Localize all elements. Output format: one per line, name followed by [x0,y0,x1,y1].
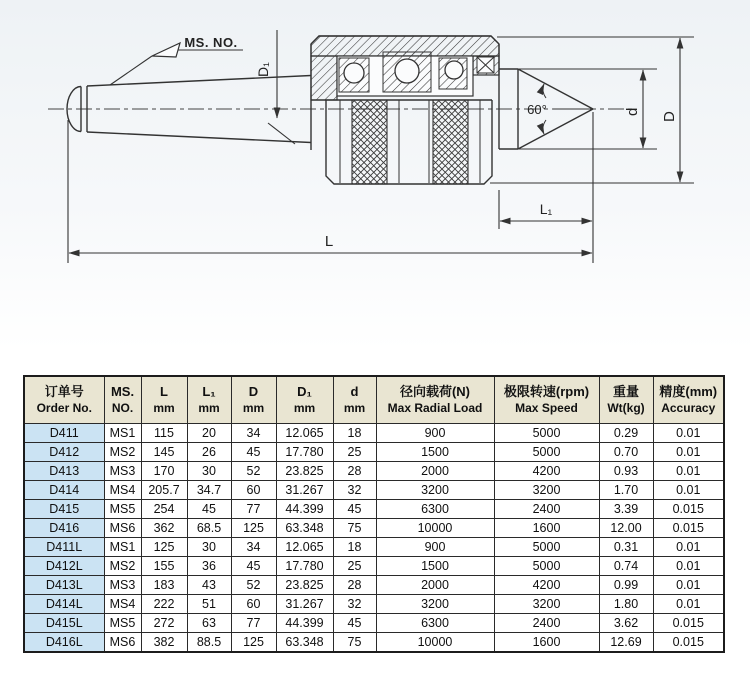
data-cell: 1.80 [599,595,653,614]
data-cell: 900 [376,424,494,443]
data-cell: 125 [231,633,276,653]
data-cell: 1600 [494,633,599,653]
col-header-line1: L [160,384,168,400]
col-header-line1: 极限转速(rpm) [503,384,590,400]
data-cell: 2400 [494,500,599,519]
data-cell: 0.01 [653,576,724,595]
table-row [24,538,724,557]
data-cell: 31.267 [276,481,333,500]
data-cell: 3200 [376,595,494,614]
data-cell: 3200 [376,481,494,500]
data-cell: 0.01 [653,481,724,500]
col-header-line1: MS. [110,384,135,400]
col-header-line2: mm [242,400,265,415]
data-cell: 5000 [494,443,599,462]
order-no-cell: D411L [24,538,104,557]
l1-label: L₁ [539,201,553,217]
data-cell: MS1 [104,424,141,443]
data-cell: 23.825 [276,462,333,481]
data-cell: 4200 [494,576,599,595]
data-cell: 34 [231,424,276,443]
col-header [376,376,494,424]
data-cell: 5000 [494,424,599,443]
data-cell: 0.01 [653,538,724,557]
data-cell: 18 [333,424,376,443]
col-header-line1: D [248,384,259,400]
order-no-cell: D414L [24,595,104,614]
angle-label: 60° [527,102,547,117]
col-header-line2: mm [198,400,220,415]
data-cell: 3200 [494,481,599,500]
data-cell: 30 [187,462,231,481]
data-cell: 51 [187,595,231,614]
data-cell: 23.825 [276,576,333,595]
table-row [24,443,724,462]
ms-no-label: MS. NO. [184,35,238,50]
data-cell: MS2 [104,443,141,462]
data-cell: 0.74 [599,557,653,576]
data-cell: 0.31 [599,538,653,557]
col-header [104,376,141,424]
table-row [24,614,724,633]
data-cell: MS4 [104,481,141,500]
l-label: L [324,233,334,250]
data-cell: 28 [333,462,376,481]
table-row [24,462,724,481]
data-cell: 5000 [494,557,599,576]
data-cell: 75 [333,519,376,538]
table-row [24,519,724,538]
big-d-label: D [661,111,678,122]
data-cell: 10000 [376,633,494,653]
data-cell: 63.348 [276,633,333,653]
data-cell: 45 [333,500,376,519]
order-no-cell: D416L [24,633,104,653]
data-cell: 45 [231,557,276,576]
seal-box [477,57,494,73]
data-cell: 125 [141,538,187,557]
data-cell: MS4 [104,595,141,614]
d-label: d [624,107,641,116]
data-cell: MS6 [104,519,141,538]
data-cell: 0.015 [653,519,724,538]
order-no-cell: D413L [24,576,104,595]
col-header [599,376,653,424]
data-cell: 10000 [376,519,494,538]
data-cell: 12.00 [599,519,653,538]
table-row [24,424,724,443]
col-header-line2: mm [343,400,366,415]
data-cell: 52 [231,576,276,595]
data-cell: 88.5 [187,633,231,653]
data-cell: 205.7 [141,481,187,500]
data-cell: 1.70 [599,481,653,500]
data-cell: 900 [376,538,494,557]
data-cell: MS5 [104,500,141,519]
data-cell: 1600 [494,519,599,538]
col-header [276,376,333,424]
table-row [24,557,724,576]
data-cell: 28 [333,576,376,595]
data-cell: 254 [141,500,187,519]
data-cell: 34.7 [187,481,231,500]
table-row [24,633,724,653]
table-row [24,481,724,500]
data-cell: 170 [141,462,187,481]
data-cell: 43 [187,576,231,595]
data-cell: 26 [187,443,231,462]
l-dimension [68,120,592,263]
data-cell: 2000 [376,462,494,481]
data-cell: 5000 [494,538,599,557]
table-row [24,576,724,595]
col-header [653,376,724,424]
data-cell: 60 [231,481,276,500]
col-header-line2: NO. [111,400,134,415]
data-cell: MS1 [104,538,141,557]
data-cell: 362 [141,519,187,538]
data-cell: 0.015 [653,500,724,519]
order-no-cell: D415 [24,500,104,519]
data-cell: MS2 [104,557,141,576]
data-cell: 0.01 [653,462,724,481]
data-cell: 1500 [376,443,494,462]
col-header [494,376,599,424]
data-cell: 145 [141,443,187,462]
order-no-cell: D412L [24,557,104,576]
data-cell: 222 [141,595,187,614]
data-cell: 0.70 [599,443,653,462]
data-cell: 20 [187,424,231,443]
knurled-sleeve [326,100,492,184]
data-cell: 45 [231,443,276,462]
col-header-line2: mm [153,400,175,415]
order-no-cell: D411 [24,424,104,443]
data-cell: 32 [333,595,376,614]
data-cell: 12.065 [276,424,333,443]
data-cell: 0.01 [653,595,724,614]
data-cell: 45 [333,614,376,633]
data-cell: 25 [333,557,376,576]
data-cell: 0.29 [599,424,653,443]
col-header-line1: d [350,384,359,400]
order-no-cell: D412 [24,443,104,462]
data-cell: 4200 [494,462,599,481]
data-cell: MS3 [104,576,141,595]
data-cell: 77 [231,614,276,633]
data-cell: 3.39 [599,500,653,519]
d1-dimension [255,30,295,144]
col-header-line2: Accuracy [661,400,716,415]
data-cell: 3.62 [599,614,653,633]
col-header [24,376,104,424]
data-cell: 68.5 [187,519,231,538]
data-cell: 3200 [494,595,599,614]
data-cell: MS5 [104,614,141,633]
data-cell: 75 [333,633,376,653]
data-cell: 63 [187,614,231,633]
col-header-line1: 径向载荷(N) [399,384,471,400]
order-no-cell: D416 [24,519,104,538]
data-cell: 1500 [376,557,494,576]
data-cell: 52 [231,462,276,481]
col-header-line1: L₁ [202,384,216,400]
data-cell: 0.01 [653,424,724,443]
col-header [231,376,276,424]
col-header-line2: Max Radial Load [387,400,483,415]
spec-table-body [24,424,724,653]
data-cell: 36 [187,557,231,576]
order-no-cell: D413 [24,462,104,481]
order-no-cell: D414 [24,481,104,500]
col-header [141,376,187,424]
data-cell: 6300 [376,614,494,633]
data-cell: 115 [141,424,187,443]
ms-no-callout [110,35,243,85]
col-header-line1: 重量 [612,384,639,400]
data-cell: 382 [141,633,187,653]
data-cell: 272 [141,614,187,633]
col-header-line2: mm [293,400,316,415]
data-cell: 30 [187,538,231,557]
table-row [24,595,724,614]
data-cell: 44.399 [276,500,333,519]
data-cell: 12.69 [599,633,653,653]
col-header-line2: Max Speed [515,400,578,415]
data-cell: 77 [231,500,276,519]
data-cell: 18 [333,538,376,557]
col-header-line2: Order No. [36,400,92,415]
data-cell: 6300 [376,500,494,519]
table-row [24,500,724,519]
data-cell: 60 [231,595,276,614]
data-cell: 12.065 [276,538,333,557]
data-cell: 25 [333,443,376,462]
data-cell: 0.99 [599,576,653,595]
data-cell: MS3 [104,462,141,481]
data-cell: 155 [141,557,187,576]
data-cell: 63.348 [276,519,333,538]
data-cell: 125 [231,519,276,538]
data-cell: 17.780 [276,557,333,576]
bearing-body [311,36,499,184]
data-cell: 32 [333,481,376,500]
ball-bearings [337,52,473,96]
spec-table [23,375,725,653]
data-cell: 45 [187,500,231,519]
data-cell: 0.93 [599,462,653,481]
data-cell: 2000 [376,576,494,595]
col-header [187,376,231,424]
d1-label: D₁ [255,62,271,77]
data-cell: 2400 [494,614,599,633]
col-header-line1: 精度(mm) [659,384,718,400]
data-cell: 31.267 [276,595,333,614]
data-cell: 17.780 [276,443,333,462]
data-cell: MS6 [104,633,141,653]
data-cell: 0.015 [653,614,724,633]
col-header-line1: 订单号 [44,384,84,400]
data-cell: 0.015 [653,633,724,653]
col-header [333,376,376,424]
data-cell: 0.01 [653,557,724,576]
data-cell: 44.399 [276,614,333,633]
col-header-line2: Wt(kg) [607,400,645,415]
data-cell: 183 [141,576,187,595]
spec-table-area [23,375,723,653]
order-no-cell: D415L [24,614,104,633]
data-cell: 0.01 [653,443,724,462]
col-header-line1: D₁ [297,384,312,400]
spec-table-header [24,376,724,424]
data-cell: 34 [231,538,276,557]
